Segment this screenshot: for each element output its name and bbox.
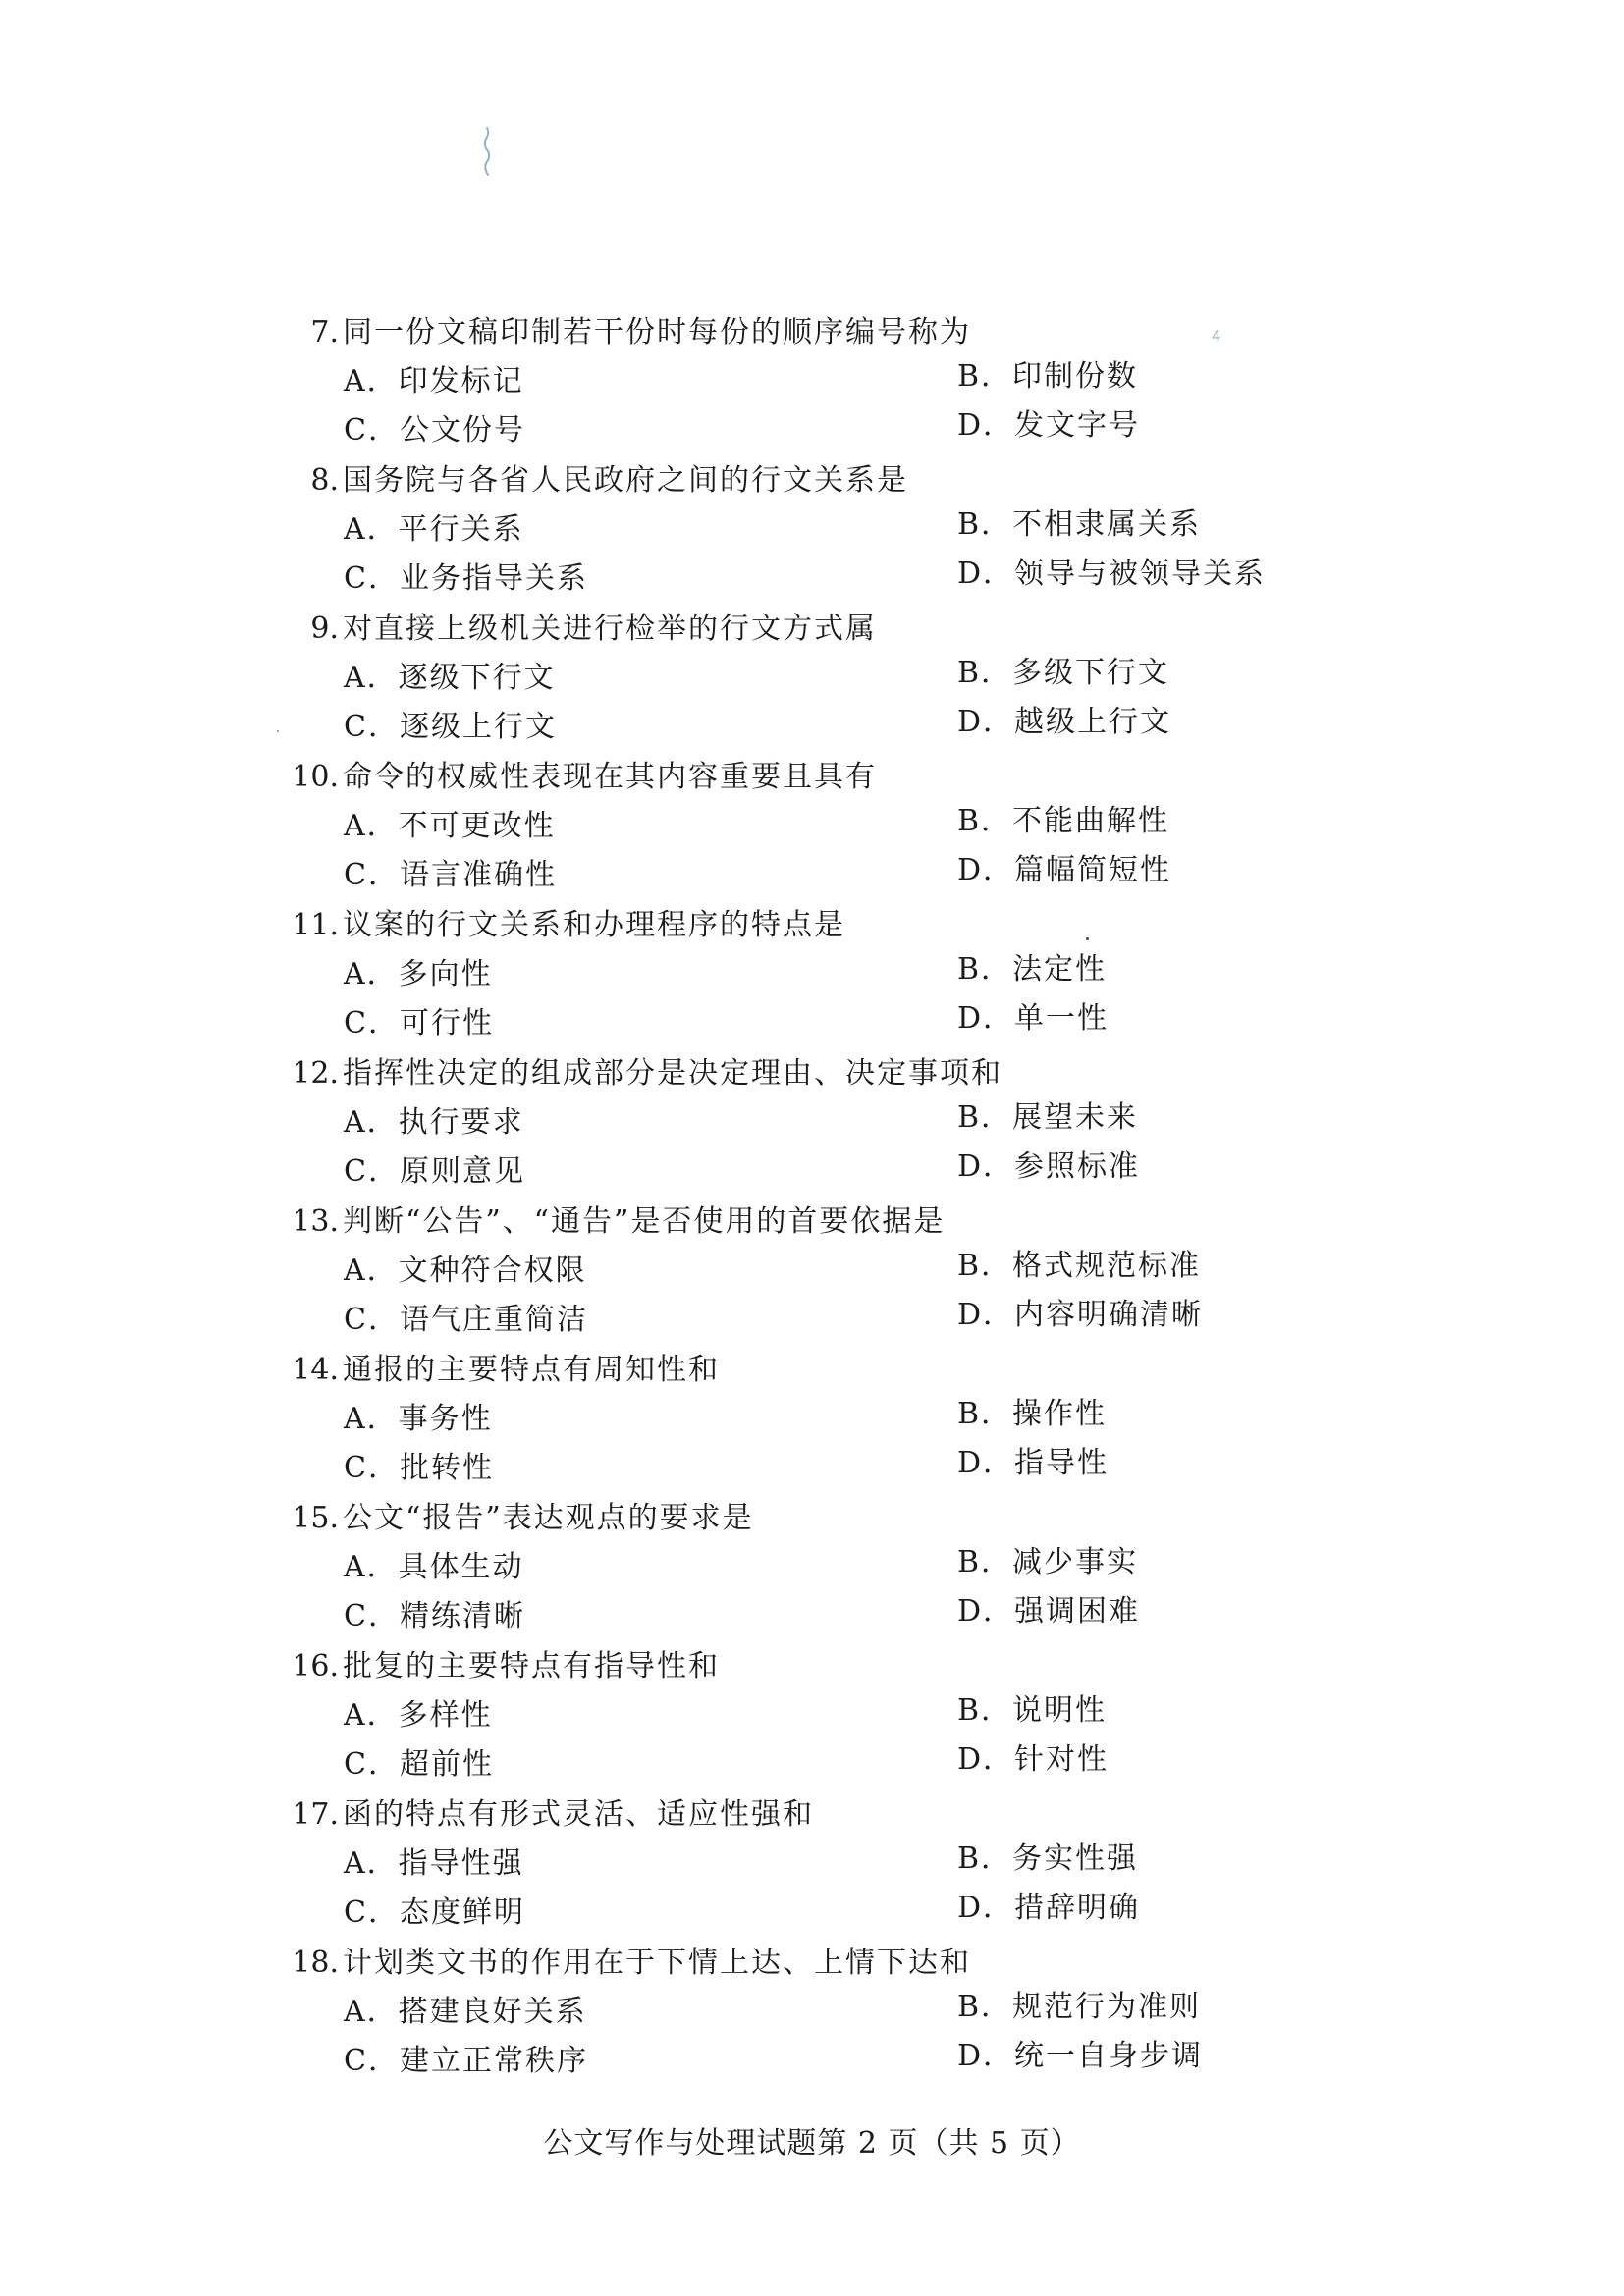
option-d: D．指导性 [957,1446,1110,1480]
question-number: 12. [292,1056,339,1091]
option-d: D．领导与被领导关系 [957,557,1267,591]
option-b: B．法定性 [957,952,1108,987]
question-text: 通报的主要特点有周知性和 [343,1353,720,1387]
option-c: C．原则意见 [344,1154,525,1189]
option-b: B．多级下行文 [957,656,1170,690]
question-number: 17. [292,1797,339,1832]
question-item [0,1494,1624,1642]
option-b: B．格式规范标准 [957,1249,1202,1283]
option-a: A．具体生动 [344,1550,524,1584]
option-a: A．逐级下行文 [344,661,556,695]
option-d: D．越级上行文 [957,705,1172,739]
option-b: B．减少事实 [957,1545,1139,1579]
question-item [0,1642,1624,1790]
option-a: A．事务性 [344,1402,493,1436]
question-number: 13. [292,1204,339,1239]
option-d: D．针对性 [957,1742,1110,1777]
question-number: 11. [292,908,339,942]
option-c: C．可行性 [344,1006,494,1041]
option-b: B．操作性 [957,1397,1108,1431]
question-text: 同一份文稿印制若干份时每份的顺序编号称为 [343,315,971,349]
question-number: 14. [292,1353,339,1387]
option-c: C．超前性 [344,1747,494,1782]
question-item [0,1346,1624,1494]
option-c: C．建立正常秩序 [344,2044,588,2078]
option-a: A．指导性强 [344,1846,524,1881]
question-number: 8. [310,463,339,498]
question-stem [280,1198,945,1247]
question-item [0,901,1624,1049]
question-number: 18. [292,1946,339,1980]
option-b: B．不相隶属关系 [957,507,1202,542]
option-c: C．逐级上行文 [344,710,557,744]
option-d: D．措辞明确 [957,1891,1141,1925]
question-item [0,308,1624,456]
option-d: D．单一性 [957,1001,1110,1036]
question-text: 对直接上级机关进行检举的行文方式属 [343,612,877,646]
option-a: A．执行要求 [344,1105,524,1140]
option-c: C．语言准确性 [344,858,557,892]
question-text: 批复的主要特点有指导性和 [343,1649,720,1683]
question-text: 判断“公告”、“通告”是否使用的首要依据是 [343,1204,946,1239]
option-a: A．文种符合权限 [344,1254,587,1288]
option-b: B．印制份数 [957,359,1139,394]
question-stem [280,1494,754,1543]
option-b: B．展望未来 [957,1100,1139,1135]
question-item [0,1939,1624,2087]
option-c: C．批转性 [344,1451,494,1485]
question-stem [280,901,845,950]
question-item [0,753,1624,901]
question-stem [280,1049,1002,1098]
question-stem [280,456,908,506]
option-d: D．统一自身步调 [957,2039,1204,2073]
question-text: 函的特点有形式灵活、适应性强和 [343,1797,814,1832]
option-c: C．公文份号 [344,413,525,448]
question-number: 7. [310,315,339,349]
option-c: C．业务指导关系 [344,561,588,596]
question-item [0,1790,1624,1939]
question-text: 议案的行文关系和办理程序的特点是 [343,908,845,942]
question-stem [280,1642,720,1691]
page-footer: 公文写作与处理试题第 2 页（共 5 页） [543,2126,1081,2161]
option-c: C．精练清晰 [344,1599,525,1633]
question-item [0,456,1624,605]
question-text: 计划类文书的作用在于下情上达、上情下达和 [343,1946,971,1980]
option-c: C．语气庄重简洁 [344,1303,588,1337]
question-item [0,605,1624,753]
question-list [0,308,1624,2087]
question-text: 命令的权威性表现在其内容重要且具有 [343,760,877,794]
option-d: D．参照标准 [957,1149,1141,1184]
question-stem [280,308,971,357]
option-b: B．说明性 [957,1693,1108,1728]
question-number: 9. [310,612,339,646]
question-stem [280,753,877,802]
question-number: 15. [292,1501,339,1535]
option-a: A．平行关系 [344,512,524,547]
option-d: D．强调困难 [957,1594,1141,1629]
question-stem [280,605,877,654]
option-b: B．务实性强 [957,1842,1139,1876]
option-a: A．多样性 [344,1698,493,1733]
option-d: D．发文字号 [957,408,1141,443]
question-stem [280,1939,971,1988]
question-text: 指挥性决定的组成部分是决定理由、决定事项和 [343,1056,1002,1091]
option-c: C．态度鲜明 [344,1896,525,1930]
question-stem [280,1346,720,1395]
option-d: D．内容明确清晰 [957,1298,1204,1332]
question-stem [280,1790,814,1840]
question-number: 16. [292,1649,339,1683]
option-a: A．多向性 [344,957,493,991]
question-item [0,1198,1624,1346]
scan-artifact-mark [481,126,493,177]
option-a: A．印发标记 [344,364,524,399]
question-text: 公文“报告”表达观点的要求是 [343,1501,754,1535]
option-a: A．不可更改性 [344,809,556,843]
question-text: 国务院与各省人民政府之间的行文关系是 [343,463,908,498]
option-d: D．篇幅简短性 [957,853,1172,887]
option-b: B．不能曲解性 [957,804,1170,838]
corner-mark: 4 [1212,327,1221,345]
question-number: 10. [292,760,339,794]
option-b: B．规范行为准则 [957,1990,1202,2024]
option-a: A．搭建良好关系 [344,1995,587,2029]
question-item [0,1049,1624,1198]
